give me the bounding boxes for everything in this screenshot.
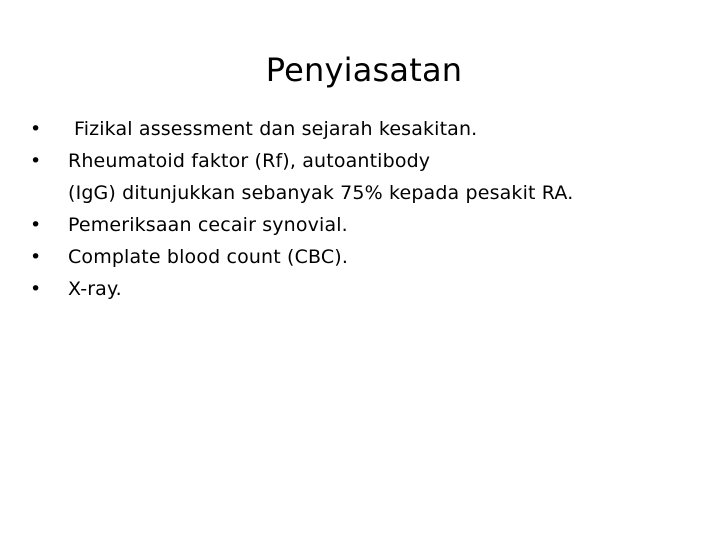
bullet-list <box>30 113 700 305</box>
bullet-line: Pemeriksaan cecair synovial. <box>68 214 348 236</box>
bullet-text <box>68 209 700 241</box>
bullet-icon: • <box>30 150 42 172</box>
bullet-item-rheumatoid <box>30 145 700 209</box>
bullet-text <box>68 145 700 209</box>
bullet-line: Rheumatoid faktor (Rf), autoantibody <box>68 150 431 172</box>
bullet-item-synovial <box>30 209 700 241</box>
bullet-icon: • <box>30 278 42 300</box>
bullet-text <box>68 273 700 305</box>
bullet-icon: • <box>30 214 42 236</box>
bullet-item-xray <box>30 273 700 305</box>
bullet-icon: • <box>30 118 42 140</box>
bullet-text <box>68 113 700 145</box>
bullet-line: Complate blood count (CBC). <box>68 246 349 268</box>
bullet-text <box>68 241 700 273</box>
bullet-icon: • <box>30 246 42 268</box>
slide-title: Penyiasatan <box>265 51 463 89</box>
bullet-line: Fizikal assessment dan sejarah kesakitan. <box>74 118 478 140</box>
bullet-line: X-ray. <box>68 278 122 300</box>
bullet-item-cbc <box>30 241 700 273</box>
bullet-item-assessment <box>30 113 700 145</box>
bullet-line: (IgG) ditunjukkan sebanyak 75% kepada pesakit RA. <box>68 182 574 204</box>
